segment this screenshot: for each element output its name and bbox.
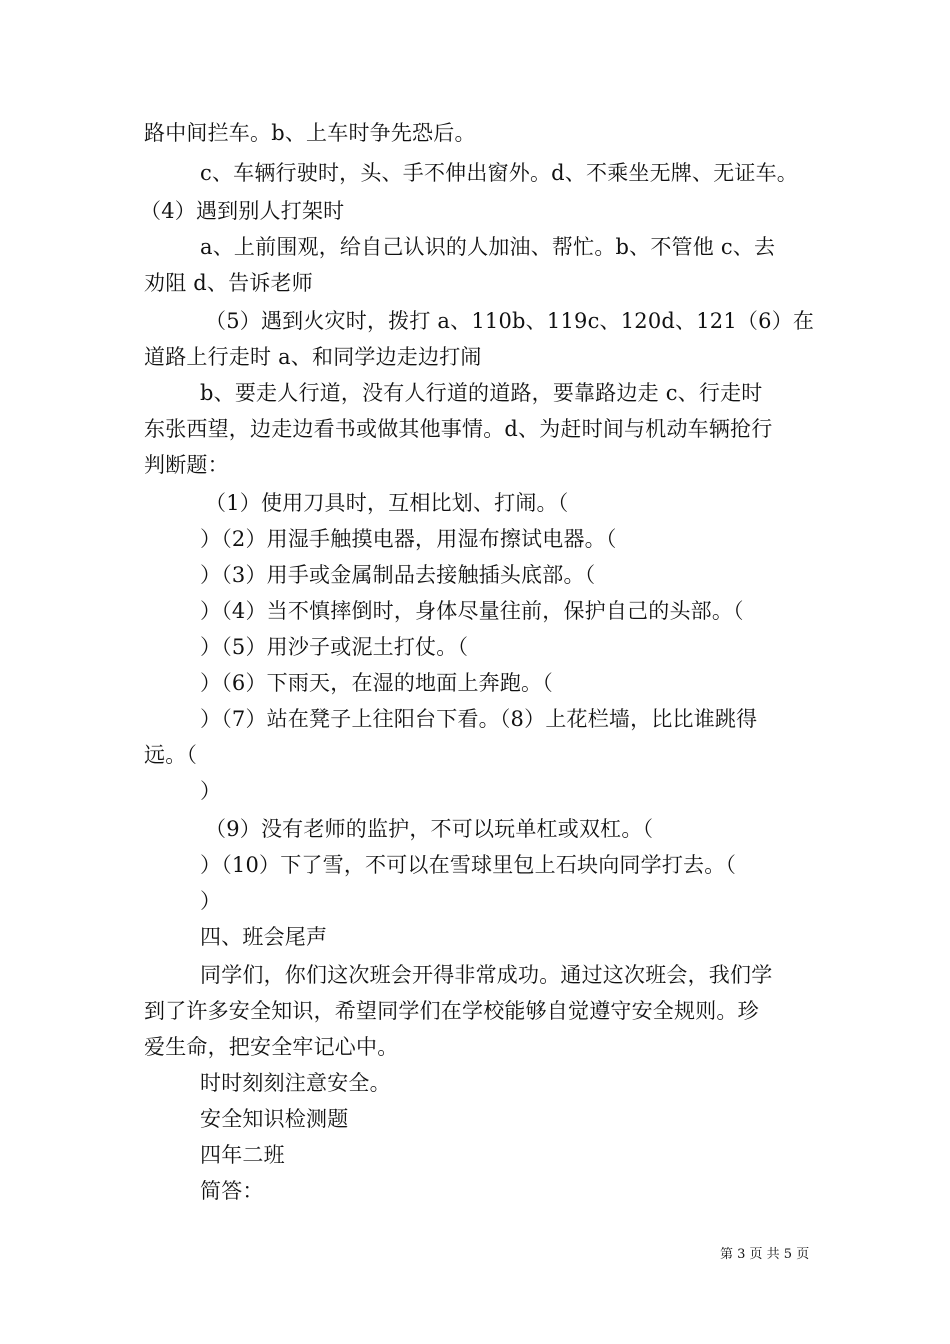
text-line-21: ）（10）下了雪，不可以在雪球里包上石块向同学打去。（ — [200, 853, 737, 877]
text-line-13: ）（3）用手或金属制品去接触插头底部。（ — [200, 563, 596, 587]
text-line-24: 同学们，你们这次班会开得非常成功。通过这次班会，我们学 — [200, 963, 773, 987]
text-line-26: 爱生命，把安全牢记心中。 — [144, 1035, 399, 1059]
text-line-1: 路中间拦车。b、上车时争先恐后。 — [144, 121, 476, 145]
text-line-2: c、车辆行驶时，头、手不伸出窗外。d、不乘坐无牌、无证车。 — [200, 161, 799, 185]
text-line-10: 判断题： — [144, 453, 229, 477]
text-line-16: ）（6）下雨天，在湿的地面上奔跑。（ — [200, 671, 553, 695]
text-line-25: 到了许多安全知识，希望同学们在学校能够自觉遵守安全规则。珍 — [144, 999, 759, 1023]
page-number: 第 3 页 共 5 页 — [720, 1247, 810, 1262]
text-line-12: ）（2）用湿手触摸电器，用湿布擦试电器。（ — [200, 527, 617, 551]
text-line-3: （4）遇到别人打架时 — [140, 199, 345, 223]
text-line-29: 四年二班 — [200, 1143, 285, 1167]
section-heading: 四、班会尾声 — [200, 925, 328, 949]
text-line-30: 简答： — [200, 1179, 264, 1203]
text-line-11: （1）使用刀具时，互相比划、打闹。（ — [205, 491, 569, 515]
text-line-17: ）（7）站在凳子上往阳台下看。（8）上花栏墙，比比谁跳得 — [200, 707, 758, 731]
text-line-15: ）（5）用沙子或泥土打仗。（ — [200, 635, 469, 659]
text-line-4: a、上前围观，给自己认识的人加油、帮忙。b、不管他 c、去 — [200, 235, 776, 259]
text-line-19: ） — [200, 779, 222, 803]
text-line-8: b、要走人行道，没有人行道的道路，要靠路边走 c、行走时 — [200, 381, 763, 405]
text-line-14: ）（4）当不慎摔倒时，身体尽量往前，保护自己的头部。（ — [200, 599, 744, 623]
text-line-7: 道路上行走时 a、和同学边走边打闹 — [144, 345, 482, 369]
text-line-27: 时时刻刻注意安全。 — [200, 1071, 391, 1095]
text-line-20: （9）没有老师的监护，不可以玩单杠或双杠。（ — [205, 817, 654, 841]
text-line-5: 劝阻 d、告诉老师 — [144, 271, 313, 295]
text-line-9: 东张西望，边走边看书或做其他事情。d、为赶时间与机动车辆抢行 — [144, 417, 773, 441]
text-line-6: （5）遇到火灾时，拨打 a、110b、119c、120d、121（6）在 — [205, 309, 815, 333]
text-line-18: 远。（ — [144, 743, 198, 767]
text-line-28: 安全知识检测题 — [200, 1107, 349, 1131]
text-line-22: ） — [200, 889, 222, 913]
